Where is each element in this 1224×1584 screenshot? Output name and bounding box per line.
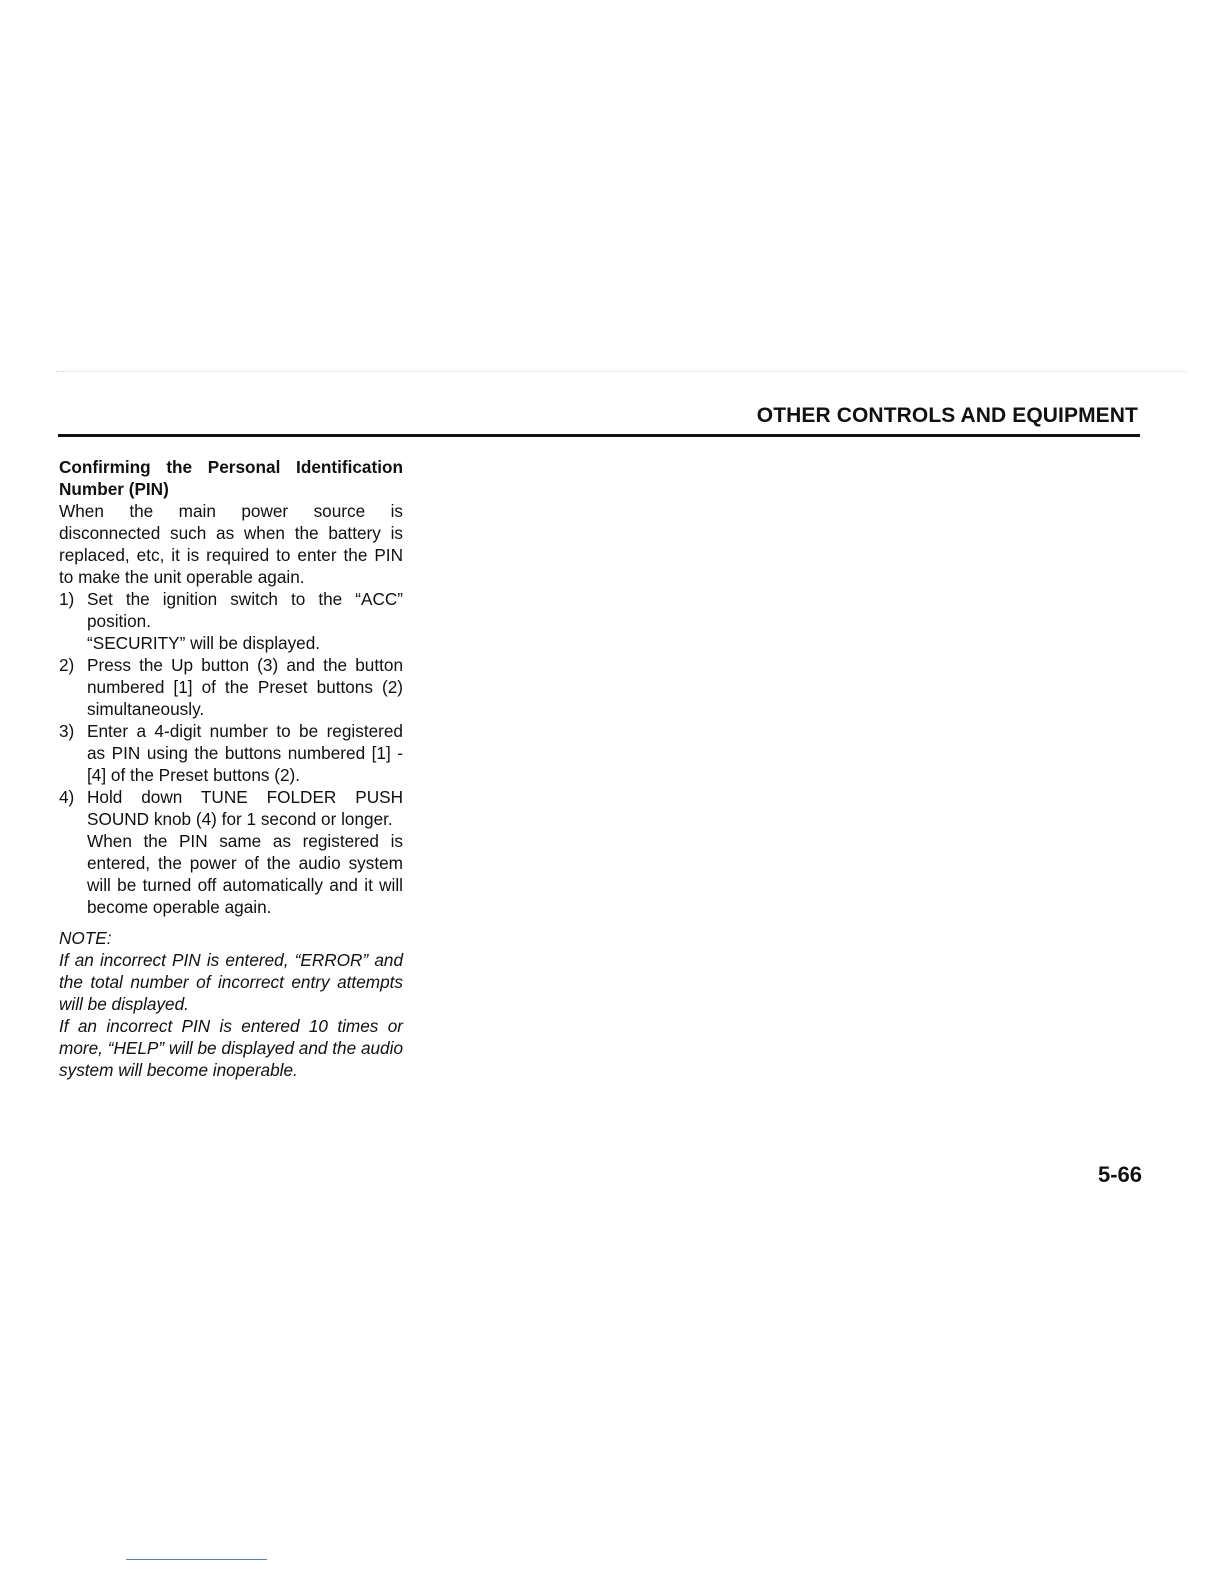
step-number: 1)	[59, 589, 75, 609]
bottom-edge-mark	[126, 1559, 267, 1560]
step-number: 2)	[59, 655, 75, 675]
step-subtext: When the PIN same as registered is entered, the power of the audio system will be turned off automatically and it will become operable again.	[87, 831, 403, 917]
step-text: Enter a 4-digit number to be registered as PIN using the buttons numbered [1] - [4] of the Preset buttons (2).	[87, 721, 403, 785]
faint-scan-line	[56, 371, 1186, 372]
step-text: Press the Up button (3) and the button numbered [1] of the Preset buttons (2) simultaneously.	[87, 655, 403, 719]
step-text: Hold down TUNE FOLDER PUSH SOUND knob (4) for 1 second or longer.	[87, 787, 403, 829]
page-number: 5-66	[1097, 1162, 1142, 1187]
step-number: 3)	[59, 721, 75, 741]
step-subtext: “SECURITY” will be displayed.	[87, 633, 321, 653]
step-number: 4)	[59, 787, 75, 807]
header-rule	[58, 434, 1140, 437]
step-text: Set the ignition switch to the “ACC” position.	[87, 589, 403, 631]
section-title: OTHER CONTROLS AND EQUIPMENT	[756, 404, 1138, 427]
note-block	[59, 927, 403, 1081]
list-item	[59, 786, 403, 918]
note-label: NOTE:	[59, 928, 112, 948]
intro-paragraph: When the main power source is disconnected such as when the battery is replaced, etc, it is required to enter the PIN to make the unit operable again.	[59, 501, 403, 587]
text-column	[59, 456, 403, 1081]
subsection-heading: Confirming the Personal Identification Number (PIN)	[59, 457, 403, 499]
list-item	[59, 720, 403, 786]
list-item	[59, 654, 403, 720]
list-item	[59, 588, 403, 654]
note-line: If an incorrect PIN is entered, “ERROR” and the total number of incorrect entry attempts will be displayed.	[59, 950, 403, 1014]
steps-list	[59, 588, 403, 918]
note-line: If an incorrect PIN is entered 10 times or more, “HELP” will be displayed and the audio system will become inoperable.	[59, 1016, 403, 1080]
